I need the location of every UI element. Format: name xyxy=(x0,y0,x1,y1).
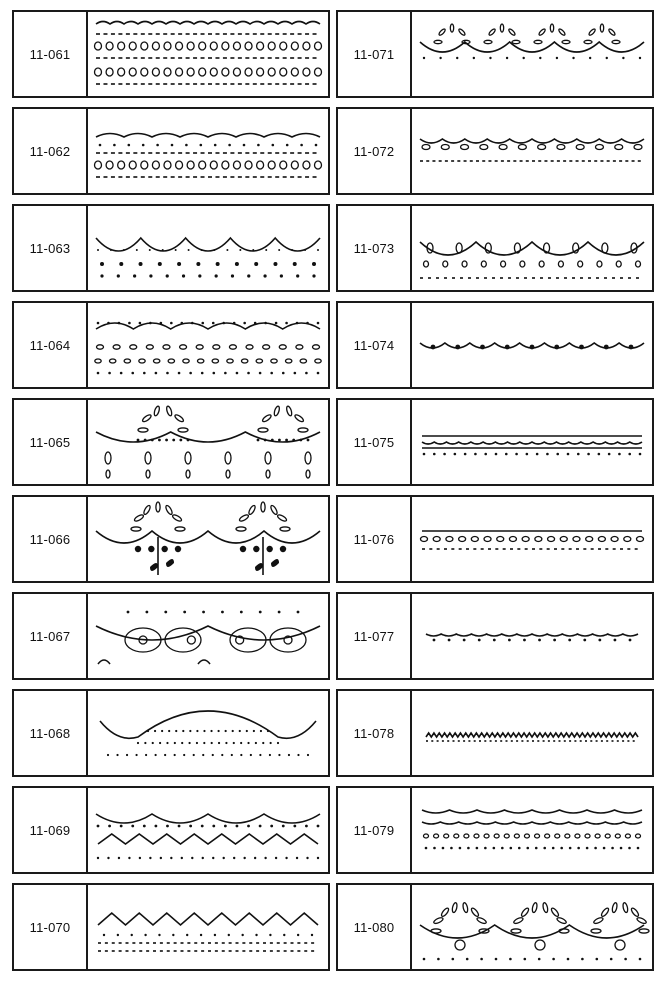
catalog-cell xyxy=(12,786,330,874)
catalog-cell xyxy=(12,107,330,195)
pattern-swatch xyxy=(412,594,652,678)
pattern-swatch xyxy=(412,303,652,387)
border-large-scallop xyxy=(88,206,328,290)
catalog-cell xyxy=(336,301,654,389)
pattern-code: 11-075 xyxy=(338,400,412,484)
border-arch-dots xyxy=(88,691,328,775)
catalog-cell xyxy=(12,10,330,98)
pattern-code: 11-064 xyxy=(14,303,88,387)
pattern-swatch xyxy=(88,12,328,96)
catalog-cell xyxy=(12,592,330,680)
pattern-swatch xyxy=(412,109,652,193)
border-big-petal-scallop xyxy=(412,885,652,969)
pattern-swatch xyxy=(88,788,328,872)
catalog-cell xyxy=(12,301,330,389)
pattern-code: 11-073 xyxy=(338,206,412,290)
catalog-cell xyxy=(336,495,654,583)
pattern-code: 11-077 xyxy=(338,594,412,678)
catalog-cell xyxy=(336,107,654,195)
catalog-cell xyxy=(336,689,654,777)
border-dotted-bands xyxy=(88,12,328,96)
border-flower-stems xyxy=(88,497,328,581)
pattern-swatch xyxy=(412,497,652,581)
pattern-code: 11-065 xyxy=(14,400,88,484)
catalog-column-right xyxy=(336,10,654,980)
pattern-code: 11-067 xyxy=(14,594,88,678)
pattern-code: 11-063 xyxy=(14,206,88,290)
border-butterfly xyxy=(88,594,328,678)
pattern-swatch xyxy=(412,885,652,969)
catalog-cell xyxy=(336,398,654,486)
border-wave-triangles xyxy=(88,788,328,872)
pattern-code: 11-079 xyxy=(338,788,412,872)
pattern-code: 11-069 xyxy=(14,788,88,872)
pattern-code: 11-080 xyxy=(338,885,412,969)
catalog-cell xyxy=(336,786,654,874)
pattern-code: 11-076 xyxy=(338,497,412,581)
border-scallop-teardrops xyxy=(412,206,652,290)
border-simple-scallop xyxy=(412,303,652,387)
catalog-cell xyxy=(12,883,330,971)
catalog-cell xyxy=(12,689,330,777)
catalog-cell xyxy=(12,204,330,292)
pattern-swatch xyxy=(88,303,328,387)
pattern-swatch xyxy=(88,497,328,581)
pattern-code: 11-061 xyxy=(14,12,88,96)
pattern-code: 11-078 xyxy=(338,691,412,775)
pattern-code: 11-074 xyxy=(338,303,412,387)
pattern-swatch xyxy=(88,206,328,290)
catalog-column-left xyxy=(12,10,330,980)
catalog-cell xyxy=(336,883,654,971)
pattern-swatch xyxy=(88,109,328,193)
border-scallop-dots xyxy=(88,109,328,193)
pattern-code: 11-066 xyxy=(14,497,88,581)
border-tiny-scallop xyxy=(412,594,652,678)
border-wave-rows xyxy=(412,788,652,872)
catalog-cell xyxy=(12,398,330,486)
pattern-code: 11-062 xyxy=(14,109,88,193)
catalog-cell xyxy=(336,592,654,680)
pattern-swatch xyxy=(412,400,652,484)
pattern-swatch xyxy=(412,206,652,290)
border-zigzag-sprigs xyxy=(88,885,328,969)
catalog-cell xyxy=(336,204,654,292)
catalog-cell xyxy=(336,10,654,98)
pattern-swatch xyxy=(88,691,328,775)
border-fan-scallop xyxy=(412,12,652,96)
pattern-swatch xyxy=(412,12,652,96)
pattern-swatch xyxy=(88,594,328,678)
pattern-swatch xyxy=(88,400,328,484)
pattern-swatch xyxy=(88,885,328,969)
catalog-cell xyxy=(12,495,330,583)
border-narrow-eyelet xyxy=(412,497,652,581)
pattern-swatch xyxy=(412,691,652,775)
pattern-swatch xyxy=(412,788,652,872)
pattern-code: 11-068 xyxy=(14,691,88,775)
border-small-scallop-eyelets xyxy=(412,109,652,193)
border-zigzag-narrow xyxy=(412,691,652,775)
border-floral-band xyxy=(88,303,328,387)
pattern-code: 11-070 xyxy=(14,885,88,969)
pattern-code: 11-071 xyxy=(338,12,412,96)
pattern-code: 11-072 xyxy=(338,109,412,193)
border-narrow-lace xyxy=(412,400,652,484)
border-flower-medallion xyxy=(88,400,328,484)
